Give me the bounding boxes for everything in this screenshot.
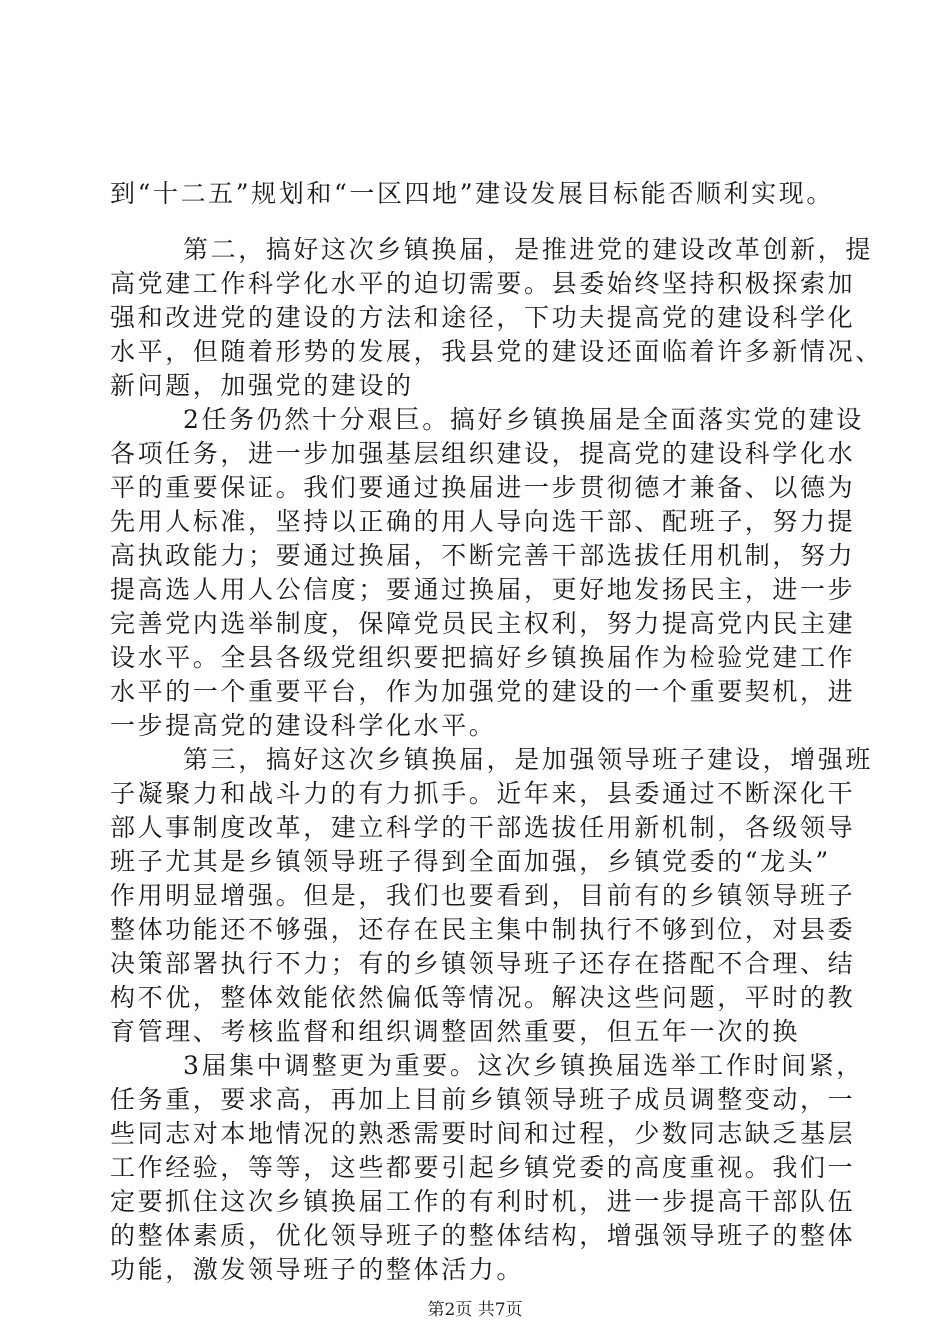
text-line: 水平，但随着形势的发展，我县党的建设还面临着许多新情况、 bbox=[110, 337, 883, 366]
text-line: 第三，搞好这次乡镇换届，是加强领导班子建设，增强班 bbox=[183, 745, 874, 774]
text-line: 高执政能力；要通过换届，不断完善干部选拔任用机制，努力 bbox=[110, 541, 856, 570]
text-line: 3届集中调整更为重要。这次乡镇换届选举工作时间紧， bbox=[183, 1051, 864, 1080]
text-line: 的整体素质，优化领导班子的整体结构，增强领导班子的整体 bbox=[110, 1221, 856, 1250]
text-line: 构不优，整体效能依然偏低等情况。解决这些问题，平时的教 bbox=[110, 983, 856, 1012]
text-line: 功能，激发领导班子的整体活力。 bbox=[110, 1255, 525, 1284]
text-line: 些同志对本地情况的熟悉需要时间和过程，少数同志缺乏基层 bbox=[110, 1119, 856, 1148]
text-line: 完善党内选举制度，保障党员民主权利，努力提高党内民主建 bbox=[110, 609, 856, 638]
text-line: 新问题，加强党的建设的 bbox=[110, 371, 414, 400]
text-line: 部人事制度改革，建立科学的干部选拔任用新机制，各级领导 bbox=[110, 813, 856, 842]
text-line: 子凝聚力和战斗力的有力抓手。近年来，县委通过不断深化干 bbox=[110, 779, 856, 808]
text-line: 各项任务，进一步加强基层组织建设，提高党的建设科学化水 bbox=[110, 439, 856, 468]
text-line: 高党建工作科学化水平的迫切需要。县委始终坚持积极探索加 bbox=[110, 269, 856, 298]
text-line: 班子尤其是乡镇领导班子得到全面加强，乡镇党委的“龙头” bbox=[110, 847, 831, 876]
text-line: 一步提高党的建设科学化水平。 bbox=[110, 711, 497, 740]
text-line: 工作经验，等等，这些都要引起乡镇党委的高度重视。我们一 bbox=[110, 1153, 856, 1182]
page-footer: 第2页 共7页 bbox=[427, 1300, 523, 1320]
text-line: 提高选人用人公信度；要通过换届，更好地发扬民主，进一步 bbox=[110, 575, 856, 604]
text-line: 任务重，要求高，再加上目前乡镇领导班子成员调整变动，一 bbox=[110, 1085, 856, 1114]
text-line: 平的重要保证。我们要通过换届进一步贯彻德才兼备、以德为 bbox=[110, 473, 856, 502]
text-line: 决策部署执行不力；有的乡镇领导班子还存在搭配不合理、结 bbox=[110, 949, 856, 978]
text-line: 第二，搞好这次乡镇换届，是推进党的建设改革创新，提 bbox=[183, 235, 874, 264]
text-line: 2任务仍然十分艰巨。搞好乡镇换届是全面落实党的建设 bbox=[183, 405, 864, 434]
text-line: 水平的一个重要平台，作为加强党的建设的一个重要契机，进 bbox=[110, 677, 856, 706]
text-line: 先用人标准，坚持以正确的用人导向选干部、配班子，努力提 bbox=[110, 507, 856, 536]
text-line: 育管理、考核监督和组织调整固然重要，但五年一次的换 bbox=[110, 1017, 801, 1046]
text-line: 整体功能还不够强，还存在民主集中制执行不够到位，对县委 bbox=[110, 915, 856, 944]
text-line: 设水平。全县各级党组织要把搞好乡镇换届作为检验党建工作 bbox=[110, 643, 856, 672]
text-line: 作用明显增强。但是，我们也要看到，目前有的乡镇领导班子 bbox=[110, 881, 856, 910]
text-line: 强和改进党的建设的方法和途径，下功夫提高党的建设科学化 bbox=[110, 303, 856, 332]
text-line: 到“十二五”规划和“一区四地”建设发展目标能否顺利实现。 bbox=[110, 179, 834, 208]
text-line: 定要抓住这次乡镇换届工作的有利时机，进一步提高干部队伍 bbox=[110, 1187, 856, 1216]
